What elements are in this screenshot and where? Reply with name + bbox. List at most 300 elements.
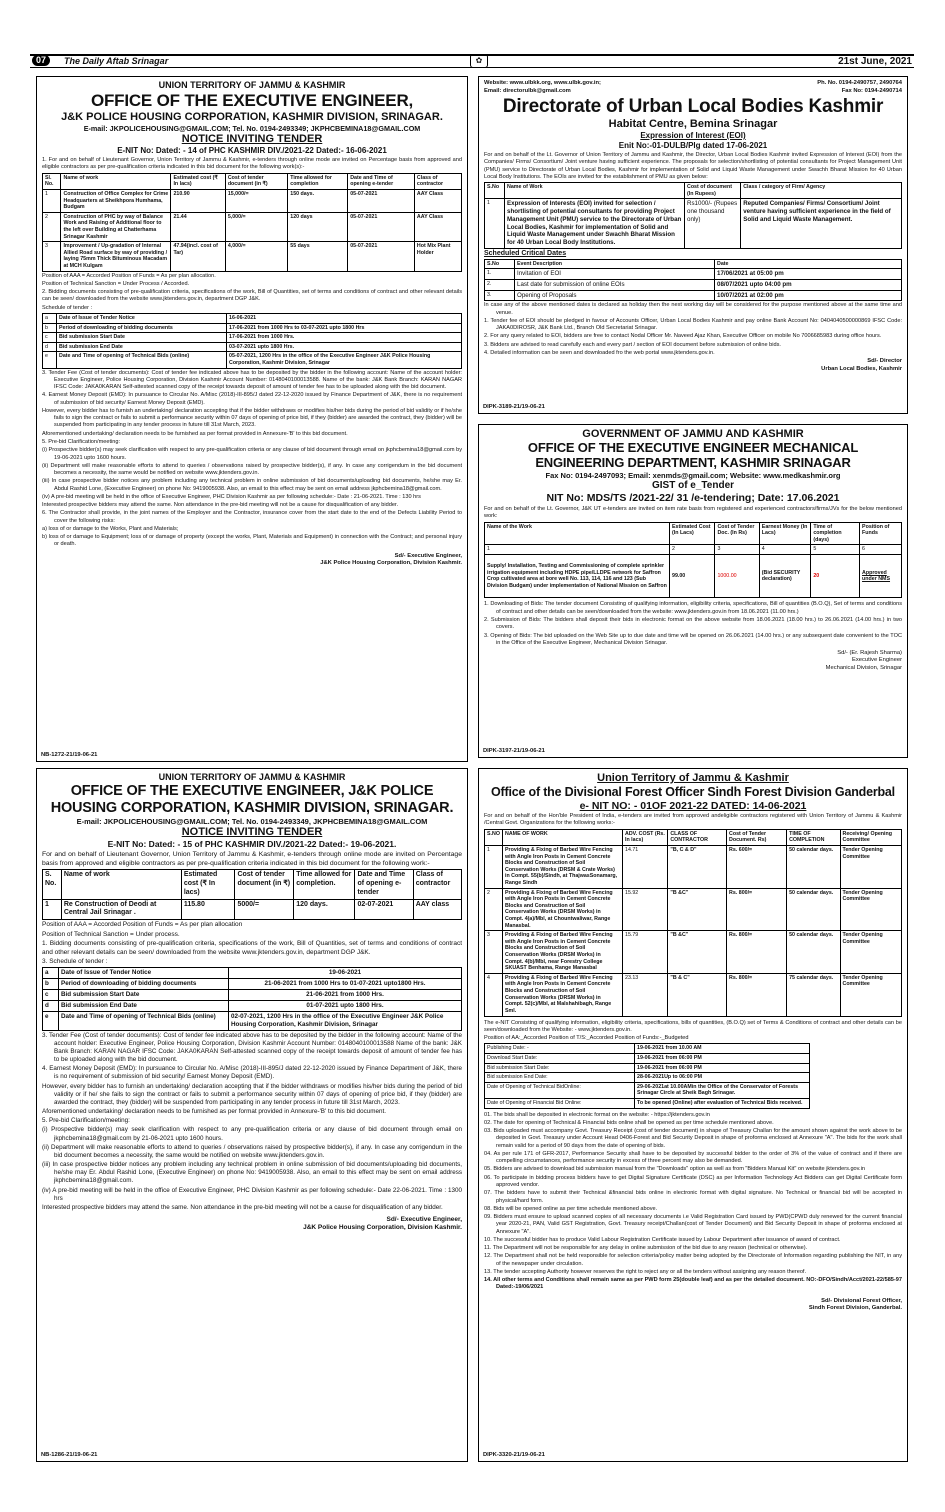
table-cell: 14.71 — [623, 845, 668, 888]
ad1-signature: Sd/- Executive Engineer, — [394, 552, 462, 559]
table-cell: (Bid SECURITY declaration) — [759, 555, 811, 598]
ad5-list-item: 12. The Department shall not be held responsible for selection criteria/policy matter being adopted by the Directorate of Information regarding publishing the NIT, in any of the newspaper under circulation. — [484, 1253, 902, 1267]
ad2-eoi: Expression of Interest (EOI) — [640, 131, 746, 141]
ad5-list-item: 09. Bidders must ensure to upload scanned copies of all necessary documents i.e Valid Registration Card issued by PWD(CPWD duly renewed for the current financial year 2020-21, PAN, Valid GST Registration, Govt. Treasury receipt/Challan(cost of Tender Document) and Bid Security Deposit in shape of proforma enclosed at Annexure "A". — [484, 1214, 902, 1235]
table-cell: 17-06-2021 from 1000 Hrs to 03-07-2021 upto 1800 Hrs — [227, 323, 462, 333]
table-cell: c — [43, 333, 57, 343]
table-cell: 3 — [43, 242, 61, 271]
table-cell: Bid submission Start Date — [59, 990, 229, 1001]
table-cell: Providing & Fixing of Barbed Wire Fencing with Angle Iron Posts in Cement Concrete Blocks and Construction of Soil Conservation Works (DRSM Works) in Compt. 4(b)/Mbl, near Forestry College SKUAST Benhama, Range Manasbal — [503, 931, 623, 974]
table-cell: d — [43, 342, 57, 352]
ad4-sched-title: 3. Schedule of tender : — [42, 957, 108, 965]
ad3-contact: Fax No: 0194-2497093; Email: xenmds@gmail.com; Website: www.medkashmir.org — [545, 471, 841, 481]
table-cell: To be opened (Online) after evaluation of Technical Bids received. — [635, 1098, 810, 1108]
ad2-signature-org: Urban Local Bodies, Kashmir — [821, 365, 902, 372]
table-header: S.No — [485, 259, 515, 269]
table-header: Sl. No. — [43, 173, 61, 189]
ad1-body: a) loss of or damage to the Works, Plant and Materials; — [42, 525, 179, 532]
table-cell: 50 calendar days. — [787, 845, 840, 888]
table-cell: 210.90 — [171, 189, 225, 212]
table-cell: Publishing Date: - — [485, 1044, 635, 1054]
ad3-intro: For and on behalf of the Lt. Governor, J&K UT e-tenders are invited on item rate basis from registered and experienced contractors/firms/JVs for the below mentioned work: — [484, 506, 902, 520]
ad2-contacts — [484, 80, 902, 96]
ad1-ut: UNION TERRITORY OF JAMMU & KASHMIR — [158, 80, 346, 90]
table-header: Name of the Work — [485, 522, 670, 545]
table-cell: 150 days. — [288, 189, 348, 212]
table-cell: Reputed Companies/ Firms/ Consortium/ Joint venture having sufficient experience in the field of Solid and Liquid Waste Management. — [741, 199, 902, 249]
table-row — [43, 990, 462, 1001]
table-cell: Rs. 800/= — [727, 888, 787, 931]
ad4-body: (iv) A pre-bid meeting will be held in the office of Executive Engineer, PHC Division Kashmir as per following schedule:- Date 22-06-2021. Time : 1300 hrs — [42, 1186, 462, 1202]
table-header: Cost of document (In Rupees) — [685, 183, 741, 199]
ad1-corp: J&K POLICE HOUSING CORPORATION, KASHMIR DIVISION, SRINAGAR. — [61, 110, 443, 123]
ad5-list-item: 05. Bidders are advised to download bid submission manual from the "Downloads" option as well as from "Bidders Manual Kit" on website jktenders.gov.in — [484, 1166, 865, 1173]
table-cell: Download Start Date: — [485, 1053, 635, 1063]
table-cell: 05-07-2021 — [348, 189, 415, 212]
table-cell: 19-06-2021 — [229, 968, 462, 979]
table-cell: 19-06-2021 from 06:00 PM — [635, 1053, 810, 1063]
ad1-body: 4. Earnest Money Deposit (EMD): In pursuance to Circular No. A/Misc (2018)-III-895/J dated 22-12-2020 issued by Finance Department of J&K, there is no requirement of submission of bid security/ Earnest Money Deposit (EMD). — [42, 392, 462, 406]
ad4-body: (ii) Department will make reasonable efforts to attend to queries / observations raised by prospective bidder(s), if any. In case any corrigendum in the bid document becomes a necessity, the same would be notified on website www.jktenders.gov.in. — [42, 1143, 462, 1159]
table-cell: 47.94(incl. cost of Tar) — [171, 242, 225, 271]
table-cell: c — [43, 990, 59, 1001]
ad5-p1: The e-NIT Consisting of qualifying information, eligibility criteria, specifications, bills of quantities, (B.O.Q) set of Terms & Conditions of contract and other details can be seen/downloaded from the Website: - www.jktenders.gov.in. — [484, 1019, 902, 1033]
ad4-body: 4. Earnest Money Deposit (EMD): In pursuance to Circular No. A/Misc (2018)-III-895/J dated 22-12-2020 issued by Finance Department of J&K, there is no requirement of submission of bid security/ Earnest Money Deposit (EMD). — [42, 1065, 462, 1081]
table-row — [43, 1011, 462, 1030]
table-cell: 05-07-2021 — [348, 242, 415, 271]
table-cell: "B &C" — [668, 931, 727, 974]
table-cell: 4 — [485, 973, 503, 1016]
table-cell: 50 calendar days. — [787, 888, 840, 931]
table-cell: Rs. 800/= — [727, 931, 787, 974]
table-cell: 28-06-2021Up to 06:00 PM — [635, 1073, 810, 1083]
table-row — [485, 1044, 810, 1054]
ad5-signature-org: Sindh Forest Division, Ganderbal. — [808, 1304, 902, 1311]
ad5-signature: Sd/- Divisional Forest Officer, — [821, 1297, 902, 1304]
ad5-list-item: 06. To participate in bidding process bidders have to get Digital Signature Certificate (DSC) as per Information Technology Act Bidders can get Digital Certificate form approved vendor. — [484, 1174, 902, 1188]
ad2-critical-title: Scheduled Critical Dates — [484, 249, 567, 257]
table-cell: AAY Class — [414, 189, 461, 212]
table-row — [43, 323, 462, 333]
table-cell: 16-06-2021 — [227, 313, 462, 323]
table-cell: Tender Opening Committee — [840, 888, 902, 931]
table-header: Cost of Tender Document. Rs) — [727, 829, 787, 845]
table-cell: Bid submission End Date — [57, 342, 227, 352]
table-cell: Construction of PHC by way of Balance Work and Raising of Additional floor to the left over Building at Chatterhama Srinagar Kashmir — [61, 212, 171, 241]
ad5-list-item: 08. Bids will be opened online as per time schedule mentioned above. — [484, 1205, 658, 1212]
ad1-body: b) loss of or damage to Equipment; loss of or damage of property (except the works, Plant, Materials and Equipment) in connection with the Contract; and personal injury or death. — [42, 534, 462, 548]
ad1-body: 3. Tender Fee (Cost of tender documents): Cost of tender fee indicated above has to be deposited by the bidder in the following account: Name of the account holder: Executive Engineer, Police Housing Corporation, Division Kashmir Account Number: 0148040100013588. Name of the bank: J&K Bank Branch: KARAN NAGAR IFSC Code: JAKA0KARAN Self-attested scanned copy of the receipt towards deposit of amount of tender fee has to be uploaded along with the bid document. — [42, 369, 462, 391]
table-cell: 21-06-2021 from 1000 Hrs. — [229, 990, 462, 1001]
ad2-note: In case any of the above mentioned dates is declared as holiday then the next working day will be considered for the purpose mentioned above at the same time and venue. — [484, 302, 902, 316]
table-row — [485, 269, 902, 280]
ad4-enit: E-NIT No: Dated: - 15 of PHC KASHMIR DIV./2021-22 Dated:- 19-06-2021. — [107, 839, 397, 850]
table-header: ADV. COST (Rs. In lacs) — [623, 829, 668, 845]
table-cell: Construction of Office Complex for Crime Headquarters at Sheikhpora Humhama, Budgam — [61, 189, 171, 212]
ad2-web: Website: www.ulbkk.org, www.ulbk.gov.in; — [484, 80, 601, 86]
ad5-list-item: 04. As per rule 171 of GFR-2017, Performance Security shall have to be deposited by successful bidder to the order of 3% of the value of contract and if there are compelling circumstances, performance security in excess of three percent may also be demanded. — [484, 1150, 902, 1165]
table-header: Position of Funds — [860, 522, 902, 545]
ad1-body: Interested prospective bidders may attend the same. Non attendance in the pre-bid meeting will not be a cause for disqualification of any bidder. — [42, 502, 399, 509]
ad2-signature: Sd/- Director — [867, 358, 902, 365]
ad-ulb-eoi — [478, 76, 908, 414]
ad1-body: However, every bidder has to furnish an undertaking/ declaration accepting that if the bidder withdraws or modifies his/her bids during the period of bid validity or if he/she fails to sign the contract or fails to submit a performance security within 07 days of opening of price bid, if they (bidder) are awarded the contract, they (bidder) will be suspended from participating in any tender process in future till 31st March, 2023. — [42, 407, 462, 429]
table-cell: Date and Time of opening of Technical Bids (online) — [57, 352, 227, 368]
ad1-body: (ii) Department will make reasonable efforts to attend to queries / observations raised by prospective bidder(s), if any. In case any corrigendum in the bid document becomes a necessity, the same would be notified on website www.jktenders.gov.in. — [42, 462, 462, 477]
table-cell: Period of downloading of bidding documents — [57, 323, 227, 333]
ad4-body: 3. Tender Fee (Cost of tender documents): Cost of tender fee indicated above has to be deposited by the bidder in the following account: Name of the account holder: Executive Engineer, Police Housing Corporation, Division Kashmir Account Number: 0148040100013588 Name of the bank: J&K Bank Branch: KARAN NAGAR IFSC Code: JAKA0KARAN Self-attested scanned copy of the receipt towards deposit of amount of tender fee has to be uploaded along with the bid document. — [42, 1031, 462, 1064]
ad5-list-item: 02. The date for opening of Technical & Financial bids online shall be opened as per time schedule mentioned above. — [484, 1119, 774, 1126]
table-header: Time allowed for completion — [288, 173, 348, 189]
ad1-aaa: Position of AAA = Accorded Position of Funds = As per plan allocation. — [42, 272, 216, 279]
table-cell: 29-06-2021at 10.00AMin the Office of the Conservator of Forests Srinagar Circle at Sheik Bagh Srinagar. — [635, 1082, 810, 1098]
table-header: Date and Time of opening e-tender — [348, 173, 415, 189]
table-header: Estimated cost (₹ In lacs) — [171, 173, 225, 189]
table-cell: 2. — [485, 279, 515, 290]
table-cell: Hot Mix Plant Holder — [414, 242, 461, 271]
table-cell: Tender Opening Committee — [840, 973, 902, 1016]
ad4-works-table — [42, 869, 462, 920]
table-row — [485, 1053, 810, 1063]
ad4-p1: 1. Bidding documents consisting of pre-qualification criteria, specifications of the work, Bill of Quantities, set of terms and conditions of contract and other relevant details can be seen/ downloaded from the website www.jktenders.gov.in, department DGP J&K. — [42, 940, 462, 956]
ad2-dates-table — [484, 259, 902, 302]
table-header-row — [485, 183, 902, 199]
table-cell: 19-06-2021 from 06:00 PM — [635, 1063, 810, 1073]
ad-phc-tender-14 — [36, 76, 468, 762]
ad3-note: 1. Downloading of Bids: The tender document Consisting of qualifying information, eligibility criteria, specifications, Bill of quantities (B.O.Q), Set of terms and conditions of contract and other details can be seen/downloaded from the website: www.jktenders.gov.in from 18.06.2021 (11.00 hrs.) — [484, 601, 902, 615]
ad1-intro: 1. For and on behalf of Lieutenant Governor, Union Territory of Jammu & Kashmir, e-tenders through online mode are invited on Percentage basis from approved and eligible contractors as per pre-qualification criteria indicated in this bid document for the following work(s):- — [42, 157, 462, 171]
ad1-works-table — [42, 173, 462, 272]
ad3-gist: GIST of e_Tender — [651, 480, 735, 492]
table-cell: 3. — [485, 290, 515, 301]
ad5-list-item: 13. The tender accepting Authority however reserves the right to reject any or all the tenders without assigning any reason thereof. — [484, 1268, 807, 1275]
table-cell: Improvement / Up-gradation of Internal Allied Road surface by way of providing / laying 75mm Thick Bituminous Macadam at MCH Kulgam — [61, 242, 171, 271]
page-header — [30, 54, 914, 68]
table-cell: 1 — [43, 899, 62, 920]
table-header: Class of contractor — [413, 870, 461, 899]
table-cell: 20 — [811, 555, 860, 598]
table-cell: Supply/ Installation, Testing and Commissioning of complete sprinkler irrigation equipment including HDPE pipe/LLDPE network for Saffron Crop cultivated area at bore well No. 113, 114, 116 and 123 (Sub Division Budgam) under implementation of National Mission on Saffron — [485, 555, 670, 598]
ad5-office: Office of the Divisional Forest Officer Sindh Forest Division Ganderbal — [491, 785, 895, 800]
ad1-nit: NOTICE INVITING TENDER — [181, 132, 323, 145]
ad5-works-table — [484, 829, 902, 1017]
table-row — [485, 1063, 810, 1073]
ad1-body: (iii) In case prospective bidder notices any problem including any technical problem in online submission of bid documents/uploading bid documents, he/she may Er. Abdul Rashid Lone, (Executive Engineer) on phone No: 9419005938. Also, an email to this effect may be sent on email address jkphcbemina18@gmail.com. — [42, 478, 462, 492]
ad4-signature: Sd/- Executive Engineer, — [386, 1216, 462, 1224]
table-cell: Rs. 800/= — [727, 973, 787, 1016]
table-row — [43, 352, 462, 368]
ad2-note: 4. Detailed information can be seen and downloaded fro the web portal www.jktenders.gov.in. — [484, 350, 715, 357]
table-cell: 21-06-2021 from 1000 Hrs to 01-07-2021 upto1800 Hrs. — [229, 979, 462, 990]
newspaper-logo-icon: ✿ — [470, 54, 488, 68]
table-row — [485, 1098, 810, 1108]
ad4-signature-org: J&K Police Housing Corporation, Division Kashmir. — [303, 1224, 462, 1232]
ad4-body: However, every bidder has to furnish an undertaking/ declaration accepting that if the bidder withdraws or modifies his/her bids during the period of bid validity or if he/ she fails to sign the contract or fails to submit a performance security within 07 days of opening of price bid, if they (bidder) are awarded the contract, they (bidder) will be suspended from participating in any tender process in future till 31st March, 2023. — [42, 1082, 462, 1106]
ad2-enit: Enit No:-01-DULB/Plg dated 17-06-2021 — [618, 141, 768, 151]
table-cell: 5,000/= — [225, 212, 287, 241]
table-cell: 08/07/2021 upto 04:00 pm — [715, 279, 902, 290]
table-row — [43, 242, 462, 271]
table-header: Cost of Tender Doc. (In Rs) — [715, 522, 759, 545]
ad4-ref: NB-1286-21/19-06-21 — [41, 1451, 98, 1458]
ad3-govt: GOVERNMENT OF JAMMU AND KASHMIR — [582, 428, 804, 440]
table-cell: 1 — [485, 199, 505, 249]
table-cell: 1 — [43, 189, 61, 212]
table-cell: Bid submission Start Date — [57, 333, 227, 343]
table-cell: Providing & Fixing of Barbed Wire Fencing with Angle Iron Posts in Cement Concrete Blocks and Construction of Soil Conservation Works (DRSM & Crate Works) in Compt. 55(b)/Sindh, at ThajwasSonamarg, Range Sindh — [503, 845, 623, 888]
table-header: Cost of tender document (in ₹) — [225, 173, 287, 189]
table-header: Earnest Money (In Lacs) — [759, 522, 811, 545]
table-cell: e — [43, 352, 57, 368]
table-cell: Rs. 600/= — [727, 845, 787, 888]
ad1-body: (iv) A pre-bid meeting will be held in the office of Executive Engineer, PHC Division Kashmir as per following schedule:- Date : 21-06-2021. Time : 130 hrs — [42, 493, 421, 500]
page-number: 07 — [32, 55, 50, 66]
table-header-row — [43, 870, 462, 899]
table-cell: 05-07-2021, 1200 Hrs in the office of the Executive Engineer J&K Police Housing Corporation, Kashmir Division, Srinagar — [227, 352, 462, 368]
ad4-body: (iii) In case prospective bidder notices any problem including any technical problem in online submission of bid documents/uploading bid documents, he/she may Er. Abdul Rashid Lone, (Executive Engineer) on phone No: 9419005938. Also, an email to this effect may be sent on email address jkphcbemina18@gmail.com. — [42, 1161, 462, 1185]
table-cell: 1000.00 — [715, 555, 759, 598]
table-cell: 99.00 — [670, 555, 715, 598]
ad5-list-item: 03. Bids uploaded must accompany Govt. Treasury Receipt (cost of tender document) in shape of Treasury Challan for the amount shown against the work above to be deposited in Govt. Treasury under Account Head 0406-Forest and Bid Security Deposit in shape of proforma enclosed at Annexure "A". The bids for the work shall remain valid for a period of 90 days from the date of opening of bids. — [484, 1128, 902, 1149]
table-cell: 120 days. — [294, 899, 355, 920]
table-cell: 5 — [811, 545, 860, 555]
ad4-body: Aforementioned undertaking/ declaration needs to be furnished as per format provided in Annexure-'B' to this bid document. — [42, 1108, 387, 1116]
table-cell: 3 — [715, 545, 759, 555]
table-cell: Re Construction of Deodi at Central Jail Srinagar . — [61, 899, 181, 920]
table-cell: 50 calendar days. — [787, 931, 840, 974]
ad4-ts: Position of Technical Sanction = Under process. — [42, 930, 180, 938]
table-cell: 1. — [485, 269, 515, 280]
ad2-note: 3. Bidders are advised to read carefully each and every part / section of EOI document before submission of online bids. — [484, 341, 781, 348]
ad2-note: 2. For any query related to EOI, bidders are free to contact Nodal Officer Mr. Naveed Ajaz Khan, Executive Officer on mobile No 7006685983 during office hours. — [484, 333, 882, 340]
table-cell: Providing & Fixing of Barbed Wire Fencing with Angle Iron Posts in Cement Concrete Blocks and Construction of Soil Conservation Works (DRSM Works) in Compt. 4(a)/Mbl, at Chountwaliwar, Range Manasbal. — [503, 888, 623, 931]
table-cell: "B &C" — [668, 888, 727, 931]
table-header: S. No. — [43, 870, 62, 899]
ad3-office: OFFICE OF THE EXECUTIVE ENGINEER MECHANICAL ENGINEERING DEPARTMENT, KASHMIR SRINAGAR — [527, 440, 859, 471]
table-header: Date and Time of opening e-tender — [355, 870, 413, 899]
ad1-p2: 2. Bidding documents consisting of pre-qualification criteria, specifications of the work, Bill of Quantities, set of terms and conditions of contract and other relevant details can be seen/ downloaded from the website www.jktenders.gov.in, department DGP J&K. — [42, 289, 462, 303]
ad1-signature-org: J&K Police Housing Corporation, Division Kashmir. — [320, 559, 462, 566]
table-row — [43, 313, 462, 323]
table-cell: 2 — [43, 212, 61, 241]
ad3-note: 2. Submission of Bids: The bidders shall deposit their bids in electronic format on the above website from 18.06.2021 (18.00 hrs.) to 26.06.2021 (14.00 hrs.) in two covers. — [484, 616, 902, 631]
ad-forest-tender — [478, 768, 908, 1462]
table-cell: 17-06-2021 from 1000 Hrs. — [227, 333, 462, 343]
table-header: CLASS OF CONTRACTOR — [668, 829, 727, 845]
table-cell: Bid submission End Date: — [485, 1073, 635, 1083]
ad1-contact: E-mail: JKPOLICEHOUSING@GMAIL.COM; Tel. No. 0194-2493349; JKPHCBEMINA18@GMAIL.COM — [83, 123, 421, 133]
table-cell: a — [43, 968, 59, 979]
ad4-intro: For and on behalf of Lieutenant Governor, Union Territory of Jammu & Kashmir, e-tenders through online mode are invited on Percentage basis from approved and eligible contractors as per pre-qualification criteria indicated in this bid document for the following work:- — [42, 850, 462, 867]
table-cell: 1 — [485, 545, 670, 555]
ad4-body: 5. Pre-bid Clarification/meeting: — [42, 1117, 130, 1125]
table-cell: 115.80 — [181, 899, 235, 920]
ad5-list-item: 14. All other terms and Conditions shall remain same as per PWD form 25(double leaf) and as per the detailed document. NO:-DFO/Sindh/Acct/2021-22/585-97 Dated:-19/06/2021 — [484, 1277, 902, 1291]
ad5-list-item: 10. The successful bidder has to produce Valid Labour Registration Certificate issued by Labour Department after issuance of award of contract. — [484, 1236, 841, 1243]
ad1-enit: E-NIT No: Dated: - 14 of PHC KASHMIR DIV./2021-22 Dated:- 16-06-2021 — [117, 146, 387, 156]
table-cell: Providing & Fixing of Barbed Wire Fencing with Angle Iron Posts in Cement Concrete Blocks and Construction of Soil Conservation Works (DRSM Works) in Compt. 52(c)/Mbl, at Malshahibagh, Range Sml. — [503, 973, 623, 1016]
ad2-fax: Fax No: 0194-2490714 — [841, 88, 902, 94]
table-row — [485, 290, 902, 301]
table-header: Time of completion (days) — [811, 522, 860, 545]
ad4-office: OFFICE OF THE EXECUTIVE ENGINEER, J&K POLICE HOUSING CORPORATION, KASHMIR DIVISION, SRINAGAR. — [50, 783, 454, 816]
ad1-office: OFFICE OF THE EXECUTIVE ENGINEER, — [90, 91, 414, 111]
ad4-body: (i) Prospective bidder(s) may seek clarification with respect to any pre-qualification criteria or any clause of bid document through email on jkphcbemina18@gmail.com by 21-06-2021 upto 1600 hours. — [42, 1126, 462, 1142]
ad2-email: Email: directorulbk@gmail.com — [484, 88, 571, 94]
table-row — [43, 212, 462, 241]
ad1-schedule-table — [42, 313, 462, 369]
table-row — [485, 555, 902, 598]
ad5-enit: e- NIT NO: - 01OF 2021-22 DATED: 14-06-2021 — [579, 799, 807, 812]
table-header-row — [485, 829, 902, 845]
table-header: Class / category of Firm/ Agency — [741, 183, 902, 199]
table-cell: 23.13 — [623, 973, 668, 1016]
table-cell: 15,000/= — [225, 189, 287, 212]
ad3-signature-org: Mechanical Division, Srinagar — [825, 664, 902, 671]
table-cell: 19-06-2021 from 10.00 AM — [635, 1044, 810, 1054]
table-cell: 120 days — [288, 212, 348, 241]
table-cell: 02-07-2021, 1200 Hrs in the office of the Executive Engineer J&K Police Housing Corporation, Kashmir Division, Srinagar — [229, 1011, 462, 1030]
table-cell: Invitation of EOI — [515, 269, 715, 280]
ad1-body: 6. The Contractor shall provide, in the joint names of the Employer and the Contractor, insurance cover from the start date to the end of the Defects Liability Period to cover the following risks: — [42, 510, 462, 524]
table-cell: Tender Opening Committee — [840, 845, 902, 888]
table-cell: 75 calendar days. — [787, 973, 840, 1016]
table-cell: 10/07/2021 at 02:00 pm — [715, 290, 902, 301]
table-cell: 2 — [670, 545, 715, 555]
table-header: Estimated Cost (In Lacs) — [670, 522, 715, 545]
table-cell: 55 days — [288, 242, 348, 271]
table-cell: Bid submission Start Date: — [485, 1063, 635, 1073]
table-header: Class of contractor — [414, 173, 461, 189]
table-cell: AAY class — [413, 899, 461, 920]
ad3-sign-block — [484, 650, 902, 672]
table-cell: Date of Issue of Tender Notice — [57, 313, 227, 323]
issue-date: 21st June, 2021 — [838, 56, 912, 67]
table-cell: 15.79 — [623, 931, 668, 974]
table-row — [43, 189, 462, 212]
ad-mechanical-tender — [478, 424, 908, 758]
ad5-positions: Position of AA:_Accorded Position of T/S:_Accorded Position of Funds:-_Budgeted — [484, 1035, 689, 1042]
ad2-ref: DIPK-3189-21/19-06-21 — [483, 403, 545, 410]
table-cell: 4 — [759, 545, 811, 555]
ad1-body: 5. Pre-bid Clarification/meeting: — [42, 439, 121, 445]
table-cell: Tender Opening Committee — [840, 931, 902, 974]
table-header: Receiving/ Opening Committee — [840, 829, 902, 845]
ad3-note: 3. Opening of Bids: The bid uploaded on the Web Site up to due date and time will be opened on 26.06.2021 (14.00 hrs.) or any subsequent date convenient to the TOC in the Office of the Executive Engineer, Mechanical Division Srinagar. — [484, 632, 902, 646]
ad3-nit: NIT No: MDS/TS /2021-22/ 31 /e-tendering; Date: 17.06.2021 — [546, 492, 840, 505]
table-header: Name of work — [61, 173, 171, 189]
table-header-row — [485, 522, 902, 545]
table-cell: 1 — [485, 845, 503, 888]
table-row — [485, 279, 902, 290]
table-cell: Expression of Interests (EOI) invited for selection / shortlisting of potential consultants for providing Project Management Unit (PMU) service to the Directorate of Urban Local Bodies, Kashmir for implementation of Solid and Liquid Waste Management under Swachh Bharat Mission for 40 Urban Local Body Institutions. — [505, 199, 685, 249]
table-row — [485, 888, 902, 931]
table-row — [43, 342, 462, 352]
table-cell: 01-07-2021 upto 1800 Hrs. — [229, 1000, 462, 1011]
ad2-subtitle: Habitat Centre, Bemina Srinagar — [608, 117, 778, 130]
table-cell: e — [43, 1011, 59, 1030]
table-row — [485, 973, 902, 1016]
table-cell: Date and Time of opening of Technical Bids (online) — [59, 1011, 229, 1030]
table-cell: Bid submission End Date — [59, 1000, 229, 1011]
table-cell: Opening of Proposals — [515, 290, 715, 301]
table-cell: AAY Class — [414, 212, 461, 241]
table-header: S.No — [485, 183, 505, 199]
ad2-work-table — [484, 182, 902, 249]
table-cell: b — [43, 979, 59, 990]
table-cell: Last date for submission of online EOIs — [515, 279, 715, 290]
table-header: Date — [715, 259, 902, 269]
table-cell: "B, C & D" — [668, 845, 727, 888]
ad5-list-item: 11. The Department will not be responsible for any delay in online submission of the bid due to any reason (technical or otherwise). — [484, 1245, 808, 1252]
ad5-ref: DIPK-3320-21/19-06-21 — [483, 1451, 545, 1458]
table-cell: 17/06/2021 at 05:00 pm — [715, 269, 902, 280]
ad5-list-item: 01. The bids shall be deposited in electronic format on the website: - https://jktenders.gov.in — [484, 1111, 710, 1118]
ad5-schedule-table — [484, 1043, 810, 1108]
table-row — [485, 1073, 810, 1083]
ad4-contact: E-mail: JKPOLICEHOUSING@GMAIL.COM; Tel. No. 0194-2493349, JKPHCBEMINA18@GMAIL.COM — [76, 816, 428, 826]
table-cell: 03-07-2021 upto 1800 Hrs. — [227, 342, 462, 352]
ad2-title: Directorate of Urban Local Bodies Kashmir — [502, 96, 884, 117]
table-cell: b — [43, 323, 57, 333]
table-cell: 05-07-2021 — [348, 212, 415, 241]
table-header: S.NO — [485, 829, 503, 845]
table-header: Estimated cost (₹ In lacs) — [181, 870, 235, 899]
table-row — [485, 845, 902, 888]
ad5-intro: For and on behalf of the Hon'ble President of India, e-tenders are invited from approved andeligible contractors registered with Union Territory of Jammu & Kashmir /Central Govt. Organizations for the following works:- — [484, 813, 902, 827]
table-row — [485, 1082, 810, 1098]
table-row — [43, 979, 462, 990]
ad2-intro: For and on behalf of the Lt. Governor of Union Territory of Jammu and Kashmir, the Director, Urban Local Bodies Kashmir invited Expression of Interest (EOI) from the Companies/ Firms/ Consortium/ Joint venture having sufficient experience. The proposals for selection/shortlisting of potential consultants for Project Management Unit (PMU) service to Directorate of Urban Local Bodies, Kashmir for implementation of Solid and Liquid Waste Management under Swachh Bharat Mission for 40 Urban Local Body Institutions. The EOIs are invited for the establishment of PMU as given below: — [484, 152, 902, 180]
table-header: Cost of tender document (in ₹) — [235, 870, 294, 899]
ad2-note: 1. Tender fee of EOI should be pledged in favour of Accounts Officer, Urban Local Bodies Kashmir and pay online Bank Account No: 0404040500000869 IFSC Code: JAKA0DIROSR, J&K Bank Ltd., Branch Old Secretariat Srinagar. — [484, 317, 902, 332]
ad4-nit: NOTICE INVITING TENDER — [181, 825, 323, 838]
ad1-body: Aforementioned undertaking/ declaration needs to be furnished as per format provided in Annexure-'B' to this bid document. — [42, 430, 348, 437]
table-cell: 5000/= — [235, 899, 294, 920]
ad1-sched-title: Schedule of tender : — [42, 304, 93, 311]
table-cell: Date of Opening of Financial Bid Online: — [485, 1098, 635, 1108]
table-cell: 15.92 — [623, 888, 668, 931]
table-cell: Date of Opening of Technical BidOnline: — [485, 1082, 635, 1098]
table-cell: a — [43, 313, 57, 323]
table-cell: 21.44 — [171, 212, 225, 241]
table-cell: Period of downloading of bidding documents — [59, 979, 229, 990]
ad5-list-item: 07. The bidders have to submit their Technical &financial bids online in electronic format with digital signature. No Technical or financial bid will be accepted in physical/hard form. — [484, 1190, 902, 1204]
table-row — [43, 968, 462, 979]
table-row — [43, 1000, 462, 1011]
table-cell: Rs1000/- (Rupees one thousand only) — [685, 199, 741, 249]
ad1-ref: NB-1272-21/19-06-21 — [41, 751, 98, 758]
table-header-row — [485, 259, 902, 269]
table-header: NAME OF WORK — [503, 829, 623, 845]
ad4-ut: UNION TERRITORY OF JAMMU & KASHMIR — [158, 772, 346, 782]
table-cell: 6 — [860, 545, 902, 555]
table-cell: Approved under NMS — [860, 555, 902, 598]
ad-phc-tender-15 — [36, 768, 468, 1462]
table-header: Time allowed for completion. — [294, 870, 355, 899]
newspaper-name: The Daily Aftab Srinagar — [64, 56, 169, 66]
table-header: TIME OF COMPLETION — [787, 829, 840, 845]
ad4-schedule-table — [42, 967, 462, 1030]
ad5-ut: Union Territory of Jammu & Kashmir — [597, 772, 789, 784]
table-header: Name of Work — [505, 183, 685, 199]
ad3-signature: Sd/- (Er. Rajesh Sharma) — [837, 650, 902, 657]
table-cell: 3 — [485, 931, 503, 974]
table-cell: 4,000/= — [225, 242, 287, 271]
ad3-signature-title: Executive Engineer — [852, 657, 902, 664]
ad1-body: (i) Prospective bidder(s) may seek clarification with respect to any pre-qualification criteria or any clause of bid document through email on jkphcbemina18@gmail.com by 19-06-2021 upto 1600 hours. — [42, 447, 462, 461]
ad3-ref: DIPK-3197-21/19-06-21 — [483, 747, 545, 754]
